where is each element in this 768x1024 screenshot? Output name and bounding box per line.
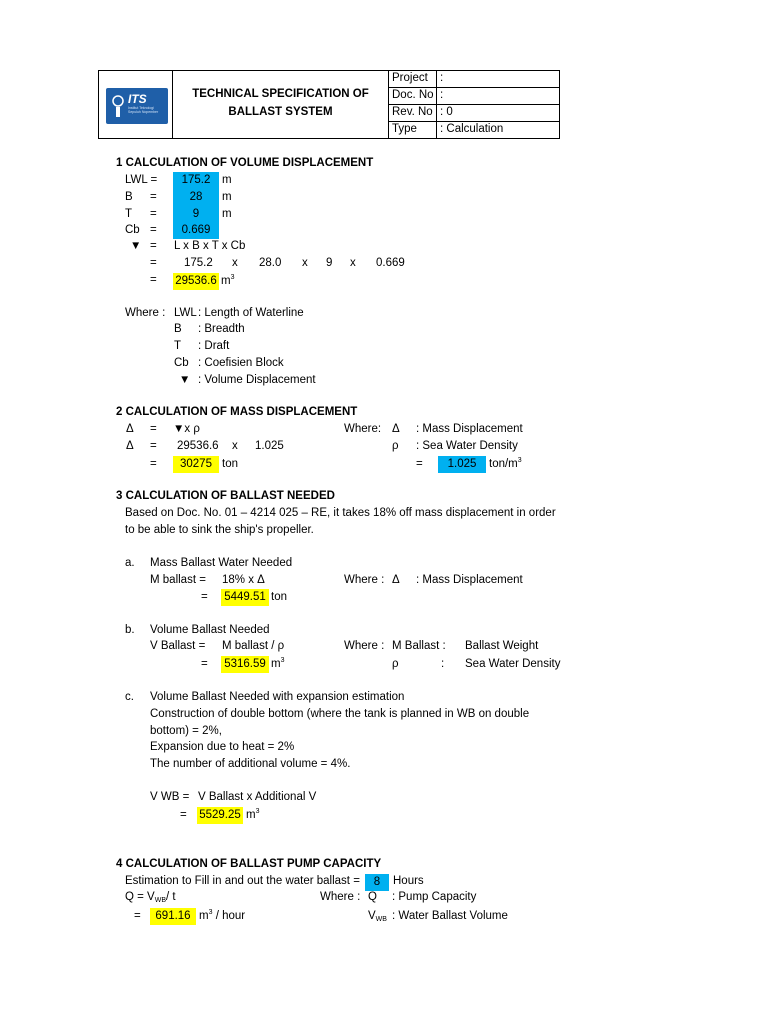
calc-cb: 0.669 [376,257,405,269]
header-title-cell [172,70,389,139]
subsection-c-letter: c. [125,691,134,703]
v-wb-result: 5529.25 [197,807,243,824]
c-line-1: Construction of double bottom (where the tank is planned in WB on double [150,708,530,720]
vol-formula-equals: = [150,240,157,252]
def-vol-sym: ▼ [179,374,191,386]
v-ballast-equals: = [201,658,208,670]
calc-t: 9 [326,257,333,269]
q-result-unit: $m^3$ / hour [199,909,246,922]
def-3b-colon2: : [441,658,445,670]
hours-value: 8 [365,874,389,891]
section-3-heading: 3 CALCULATION OF BALLAST NEEDED [116,490,335,502]
calc-equals: = [150,257,157,269]
calc-b: 28.0 [259,257,282,269]
meta-value-cell-revno [436,104,560,122]
mass-calc-b: 1.025 [255,440,284,452]
logo-subtext: Institut Teknologi Sepuluh Nopember [128,106,159,114]
def-vol-desc: : Volume Displacement [198,374,316,386]
mass-formula-equals: = [150,423,157,435]
def-cb-sym: Cb [174,357,189,369]
calc-x1: x [232,257,238,269]
lwl-value: 175.2 [173,172,219,189]
result-equals: = [150,274,157,286]
meta-revno-value: : 0 [440,106,453,118]
logo-emblem-icon [110,93,126,119]
subsection-b-letter: b. [125,624,135,636]
c-line-4: The number of additional volume = 4%. [150,758,351,770]
c-line-2: bottom) = 2%, [150,725,222,737]
intro-line-1: Based on Doc. No. 01 – 4214 025 – RE, it takes 18% off mass displacement in order [125,507,556,519]
def-vwb-desc: : Water Ballast Volume [392,910,508,922]
v-wb-formula: V Ballast x Additional V [198,791,317,803]
v-wb-equals: = [180,809,187,821]
meta-type-value: : Calculation [440,123,504,135]
def-3a-desc: : Mass Displacement [416,574,523,586]
def-rho-desc: : Sea Water Density [416,440,518,452]
b-value: 28 [173,189,219,206]
mass-ballast-equals: = [201,591,208,603]
def-t-desc: : Draft [198,340,230,352]
intro-line-2: to be able to sink the ship's propeller. [125,524,314,536]
def-lwl-desc: : Length of Waterline [198,307,304,319]
t-value: 9 [173,206,219,223]
meta-project-value: : [440,72,444,84]
def-b-desc: : Breadth [198,323,245,335]
lwl-unit: m [222,174,232,186]
b-equals: = [150,191,157,203]
volume-symbol: ▼ [130,240,142,252]
meta-type-label: Type [392,123,417,135]
def-3b-desc1: Ballast Weight [465,640,539,652]
subsection-c-title: Volume Ballast Needed with expansion estimation [150,691,405,703]
def-3b-sym1: M Ballast : [392,640,446,652]
meta-value-cell-project [436,70,560,88]
cb-value: 0.669 [173,222,219,239]
mass-ballast-formula: 18% x Δ [222,574,265,586]
def-vwb-sym: $V_{WB}$ [368,910,387,923]
def-3b-desc2: Sea Water Density [465,658,561,670]
mass-result: 30275 [173,456,219,473]
b-label: B [125,191,133,203]
def-t-sym: T [174,340,182,352]
mass-result-equals: = [150,458,157,470]
where-label-3b: Where : [344,640,385,652]
where-label-1: Where : [125,307,166,319]
doc-title-line2: BALLAST SYSTEM [228,106,333,118]
meta-value-cell-docno [436,87,560,105]
mass-ballast-result: 5449.51 [221,589,269,606]
meta-revno-label: Rev. No [392,106,433,118]
v-ballast-unit: $m^3$ [271,657,285,670]
v-wb-lhs: V WB = [150,791,190,803]
mass-calc-equals: = [150,440,157,452]
subsection-b-title: Volume Ballast Needed [150,624,270,636]
doc-title-line1: TECHNICAL SPECIFICATION OF [192,88,369,100]
def-b-sym: B [174,323,182,335]
hours-unit: Hours [393,875,424,887]
section-1-heading: 1 CALCULATION OF VOLUME DISPLACEMENT [116,157,374,169]
volume-result: 29536.6 [173,273,219,290]
def-q-desc: : Pump Capacity [392,891,477,903]
mass-result-unit: ton [222,458,238,470]
t-equals: = [150,208,157,220]
mass-ballast-lhs: M ballast = [150,574,206,586]
meta-project-label: Project [392,72,428,84]
meta-docno-label: Doc. No [392,89,434,101]
delta-symbol-1: Δ [126,423,134,435]
rho-unit: ton/$m^3$ [489,457,522,470]
logo-text: ITS [128,92,147,106]
lwl-label: LWL = [125,174,158,186]
q-formula: $Q = V_{WB}/$ t [125,891,176,904]
q-result: 691.16 [150,908,196,925]
where-label-2: Where: [344,423,382,435]
def-3b-sym2: ρ [392,658,399,670]
delta-symbol-2: Δ [126,440,134,452]
t-label: T [125,208,133,220]
rho-value: 1.025 [438,456,486,473]
v-ballast-formula: M ballast / ρ [222,640,285,652]
t-unit: m [222,208,232,220]
calc-x3: x [350,257,356,269]
calc-x2: x [302,257,308,269]
def-3a-sym: Δ [392,574,400,586]
section-4-heading: 4 CALCULATION OF BALLAST PUMP CAPACITY [116,858,382,870]
subsection-a-letter: a. [125,557,135,569]
def-delta-desc: : Mass Displacement [416,423,523,435]
mass-calc-a: 29536.6 [177,440,219,452]
c-line-3: Expansion due to heat = 2% [150,741,295,753]
def-rho-sym: ρ [392,440,399,452]
volume-result-unit: $m^3$ [221,274,235,287]
rho-equals: = [416,458,423,470]
vol-formula: L x B x T x Cb [174,240,246,252]
estimation-text: Estimation to Fill in and out the water ballast = [125,875,360,887]
v-wb-unit: $m^3$ [246,808,260,821]
cb-label: Cb [125,224,140,236]
subsection-a-title: Mass Ballast Water Needed [150,557,293,569]
def-delta-sym: Δ [392,423,400,435]
q-result-equals: = [134,910,141,922]
cb-equals: = [150,224,157,236]
where-label-3a: Where : [344,574,385,586]
mass-formula: ▼x ρ [173,423,200,435]
v-ballast-result: 5316.59 [221,656,269,673]
def-lwl-sym: LWL [174,307,197,319]
def-cb-desc: : Coefisien Block [198,357,284,369]
its-logo [106,88,168,124]
def-q-sym: Q [368,891,377,903]
where-label-4: Where : [320,891,361,903]
mass-calc-x: x [232,440,238,452]
meta-docno-value: : [440,89,444,101]
mass-ballast-unit: ton [271,591,287,603]
v-ballast-lhs: V Ballast = [150,640,206,652]
calc-lwl: 175.2 [184,257,213,269]
section-2-heading: 2 CALCULATION OF MASS DISPLACEMENT [116,406,358,418]
b-unit: m [222,191,232,203]
